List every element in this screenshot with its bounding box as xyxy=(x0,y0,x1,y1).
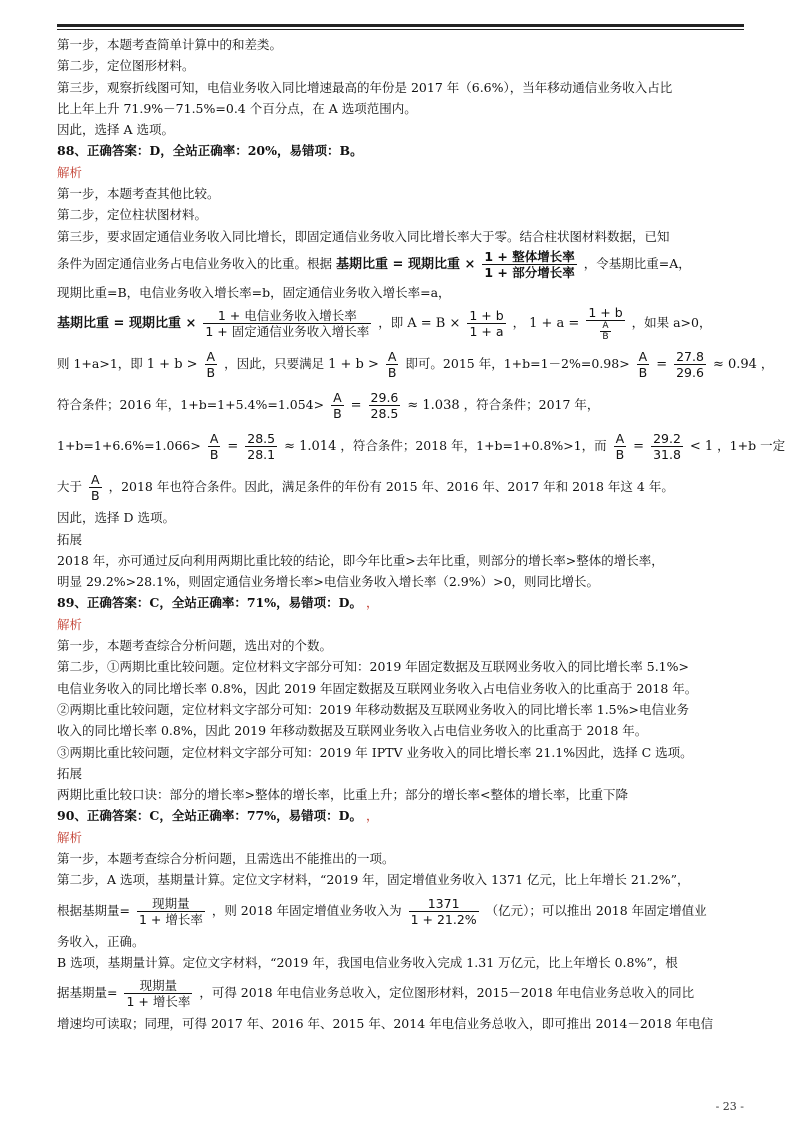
formula-text: A = B × xyxy=(407,316,461,332)
denominator: B xyxy=(91,488,100,504)
page-content xyxy=(57,34,786,1035)
denominator: B xyxy=(333,406,342,422)
text-span: 即可。2015 年，1+b=1－2%=0.98> xyxy=(405,356,630,372)
text-line: 电信业务收入的同比增长率 0.8%，因此 2019 年固定数据及互联网业务收入占电信业务收入的比重高于 2018 年。 xyxy=(57,680,698,696)
text-span: ，符合条件；2018 年，1+b=1+0.8%>1，而 xyxy=(340,438,607,454)
header-rule xyxy=(57,24,744,27)
text-line: 因此，选择 A 选项。 xyxy=(57,122,174,138)
denominator: 1 + 21.2% xyxy=(410,911,477,927)
text-line: 第一步，本题考查综合分析问题，选出对的个数。 xyxy=(57,638,333,654)
text-span: 据基期量= xyxy=(57,985,118,1001)
answer-header-89 xyxy=(57,592,747,613)
answer-header-88: 88、正确答案：D，全站正确率：20%，易错项：B。 xyxy=(57,143,363,159)
fraction xyxy=(124,978,192,1009)
text-span: 符合条件；2016 年，1+b=1+5.4%=1.054> xyxy=(57,397,325,413)
numerator: 1 + b xyxy=(588,305,623,321)
numerator: 现期量 xyxy=(124,978,192,994)
numerator: 1 + 整体增长率 xyxy=(484,248,575,264)
text-span: ，符合条件；2017 年， xyxy=(463,397,600,413)
analysis-label: 解析 xyxy=(57,829,83,845)
text-span: 1+b=1+6.6%=1.066> xyxy=(57,438,201,454)
text-span: ，2018 年也符合条件。因此，满足条件的年份有 2015 年、2016 年、2017 年和 2018 年这 4 年。 xyxy=(108,479,674,495)
fraction xyxy=(600,321,610,342)
text-line-formula xyxy=(57,247,747,282)
text-line-formula xyxy=(57,891,747,931)
denominator: 1 + 固定通信业务收入增长率 xyxy=(205,324,370,340)
analysis-label: 解析 xyxy=(57,616,83,632)
expand-label: 拓展 xyxy=(57,531,83,547)
numerator: 29.6 xyxy=(370,390,399,406)
text-line: 第三步，要求固定通信业务收入同比增长，即固定通信业务收入同比增长率大于零。结合柱状图材料数据，已知 xyxy=(57,228,670,244)
denominator: B xyxy=(387,365,397,381)
denominator: B xyxy=(602,332,609,343)
numerator: A xyxy=(205,349,218,365)
formula-text: 1 + a = xyxy=(529,316,580,332)
fraction xyxy=(674,349,706,380)
fraction xyxy=(386,349,399,380)
fraction xyxy=(409,896,479,927)
fraction xyxy=(637,349,650,380)
numerator: A xyxy=(208,431,221,447)
numerator: 1371 xyxy=(409,896,479,912)
red-mark: ， xyxy=(365,808,379,824)
answer-text: 89、正确答案：C，全站正确率：71%，易错项：D。 xyxy=(57,595,362,611)
text-line: 第二步，定位柱状图材料。 xyxy=(57,207,208,223)
text-line: 收入的同比增长率 0.8%，因此 2019 年移动数据及互联网业务收入占电信业务收入的比重高于 2018 年。 xyxy=(57,723,648,739)
fraction xyxy=(651,431,683,462)
denominator: 1 + 增长率 xyxy=(138,911,203,927)
text-span: ，因此，只要满足 xyxy=(224,356,325,372)
fraction xyxy=(208,431,221,462)
text-line-formula xyxy=(57,973,747,1013)
denominator: B xyxy=(206,365,216,381)
fraction xyxy=(369,390,401,421)
fraction xyxy=(245,431,277,462)
answer-text: 90、正确答案：C，全站正确率：77%，易错项：D。 xyxy=(57,808,362,824)
numerator: A xyxy=(637,349,650,365)
text-span: ， xyxy=(512,315,526,331)
fraction xyxy=(89,472,102,503)
text-span: （亿元）；可以推出 2018 年固定增值业 xyxy=(485,902,707,918)
numerator: A xyxy=(89,472,102,488)
formula-text: = xyxy=(656,357,668,373)
fraction xyxy=(203,308,371,339)
text-line: B 选项，基期量计算。定位文字材料，“2019 年，我国电信业务收入完成 1.31 万亿元，比上年增长 0.8%”，根 xyxy=(57,954,678,970)
denominator: 28.1 xyxy=(247,447,276,463)
text-line: 比上年上升 71.9%－71.5%=0.4 个百分点，在 A 选项范围内。 xyxy=(57,100,417,116)
text-line: 第二步，A 选项，基期量计算。定位文字材料，“2019 年，固定增值业务收入 1371 亿元，比上年增长 21.2%”， xyxy=(57,872,690,888)
text-line-formula xyxy=(57,303,747,344)
numerator: A xyxy=(386,349,399,365)
text-line: 因此，选择 D 选项。 xyxy=(57,510,175,526)
text-line-formula xyxy=(57,344,774,385)
denominator xyxy=(586,321,624,342)
formula-text: 基期比重 = 现期比重 × xyxy=(57,316,197,332)
formula-text: 1 + b > xyxy=(146,357,198,373)
answer-header-90 xyxy=(57,805,747,826)
formula-text: ≈ 1.014 xyxy=(284,439,337,455)
denominator: 1 + 部分增长率 xyxy=(484,264,575,280)
red-mark: ， xyxy=(365,595,379,611)
numerator: 28.5 xyxy=(247,431,276,447)
text-line: ②两期比重比较问题，定位材料文字部分可知：2019 年移动数据及互联网业务收入的同比增长率 1.5%>电信业务 xyxy=(57,701,689,717)
text-line: 第三步，观察折线图可知，电信业务收入同比增速最高的年份是 2017 年（6.6%），当年移动通信业务收入占比 xyxy=(57,79,673,95)
denominator: 29.6 xyxy=(676,365,704,381)
fraction xyxy=(137,896,205,927)
denominator: 31.8 xyxy=(653,447,681,463)
formula-text: 1 + b > xyxy=(328,357,379,373)
numerator: 1 + 电信业务收入增长率 xyxy=(203,308,371,324)
numerator: A xyxy=(600,321,610,332)
denominator: 1 + 增长率 xyxy=(126,994,191,1010)
fraction xyxy=(205,349,218,380)
formula-text: ≈ 1.038 xyxy=(407,398,460,414)
text-span: ，即 xyxy=(378,315,404,331)
page-number: - 23 - xyxy=(715,1100,744,1113)
text-line: 2018 年，亦可通过反向利用两期比重比较的结论，即今年比重>去年比重，则部分的增长率>整体的增长率， xyxy=(57,552,664,568)
denominator: B xyxy=(209,447,219,463)
formula-text: < 1 xyxy=(689,439,714,455)
denominator: 28.5 xyxy=(370,406,399,422)
text-line: 第一步，本题考查其他比较。 xyxy=(57,186,220,202)
text-span: ， xyxy=(760,356,774,372)
text-line: 第二步，①两期比重比较问题。定位材料文字部分可知：2019 年固定数据及互联网业务收入的同比增长率 5.1%> xyxy=(57,659,689,675)
numerator: 现期量 xyxy=(137,896,205,912)
fraction xyxy=(614,431,627,462)
text-line-formula: 符合条件；2016 年，1+b=1+5.4%=1.054> $\frac{A}{B}$ = $\frac{29.6}{28.5}$ ≈ 1.038 ，符合条件；2017 年， xyxy=(57,390,600,422)
text-line: 现期比重=B，电信业务收入增长率=b，固定通信业务收入增长率=a， xyxy=(57,284,451,300)
text-span: ，如果 a>0， xyxy=(631,315,712,331)
text-span: ，令基期比重=A， xyxy=(583,255,691,271)
text-line: 第一步，本题考查综合分析问题，且需选出不能推出的一项。 xyxy=(57,851,395,867)
denominator: B xyxy=(615,447,625,463)
numerator: A xyxy=(331,390,344,406)
numerator: 1 + b xyxy=(469,308,504,324)
text-span: ，1+b 一定 xyxy=(717,438,786,454)
text-line: 第二步，定位图形材料。 xyxy=(57,58,195,74)
fraction xyxy=(482,249,576,280)
text-span: 根据基期量= xyxy=(57,902,130,918)
text-span: 条件为固定通信业务占电信业务收入的比重。根据 xyxy=(57,255,333,271)
text-line: 明显 29.2%>28.1%，则固定通信业务增长率>电信业务收入增长率（2.9%）>0，则同比增长。 xyxy=(57,574,600,590)
denominator: B xyxy=(638,365,648,381)
formula-text: 基期比重 = 现期比重 × xyxy=(336,256,476,272)
denominator: 1 + a xyxy=(469,324,504,340)
formula-text: ≈ 0.94 xyxy=(712,357,757,373)
fraction xyxy=(331,390,344,421)
text-line: 两期比重比较口诀：部分的增长率>整体的增长率，比重上升；部分的增长率<整体的增长率，比重下降 xyxy=(57,787,628,803)
text-line: 务收入，正确。 xyxy=(57,933,145,949)
text-line: 增速均可读取；同理，可得 2017 年、2016 年、2015 年、2014 年电信业务总收入，即可推出 2014－2018 年电信 xyxy=(57,1016,714,1032)
text-span: 则 1+a>1，即 xyxy=(57,356,143,372)
fraction xyxy=(586,305,624,342)
numerator: A xyxy=(614,431,627,447)
analysis-label: 解析 xyxy=(57,164,83,180)
text-span: ，则 2018 年固定增值业务收入为 xyxy=(211,902,402,918)
text-line: ③两期比重比较问题，定位材料文字部分可知：2019 年 IPTV 业务收入的同比增长率 21.1%因此，选择 C 选项。 xyxy=(57,744,693,760)
numerator: 27.8 xyxy=(676,349,704,365)
text-line-formula xyxy=(57,467,747,507)
numerator: 29.2 xyxy=(653,431,681,447)
fraction xyxy=(467,308,505,339)
text-span: 大于 xyxy=(57,479,83,495)
header-rule-thin xyxy=(57,29,744,30)
expand-label: 拓展 xyxy=(57,765,83,781)
text-line: 第一步，本题考查简单计算中的和差类。 xyxy=(57,37,283,52)
text-span: ，可得 2018 年电信业务总收入，定位图形材料，2015－2018 年电信业务总收入的同比 xyxy=(199,985,695,1001)
text-line-formula: 1+b=1+6.6%=1.066> $\frac{A}{B}$ = $\frac{28.5}{28.1}$ ≈ 1.014 ，符合条件；2018 年，1+b=1+0.8%>1，而 $\frac{A}{B}$ = $\frac{29.2}{31.8}$ < 1 ，1+b 一定 xyxy=(57,431,786,463)
